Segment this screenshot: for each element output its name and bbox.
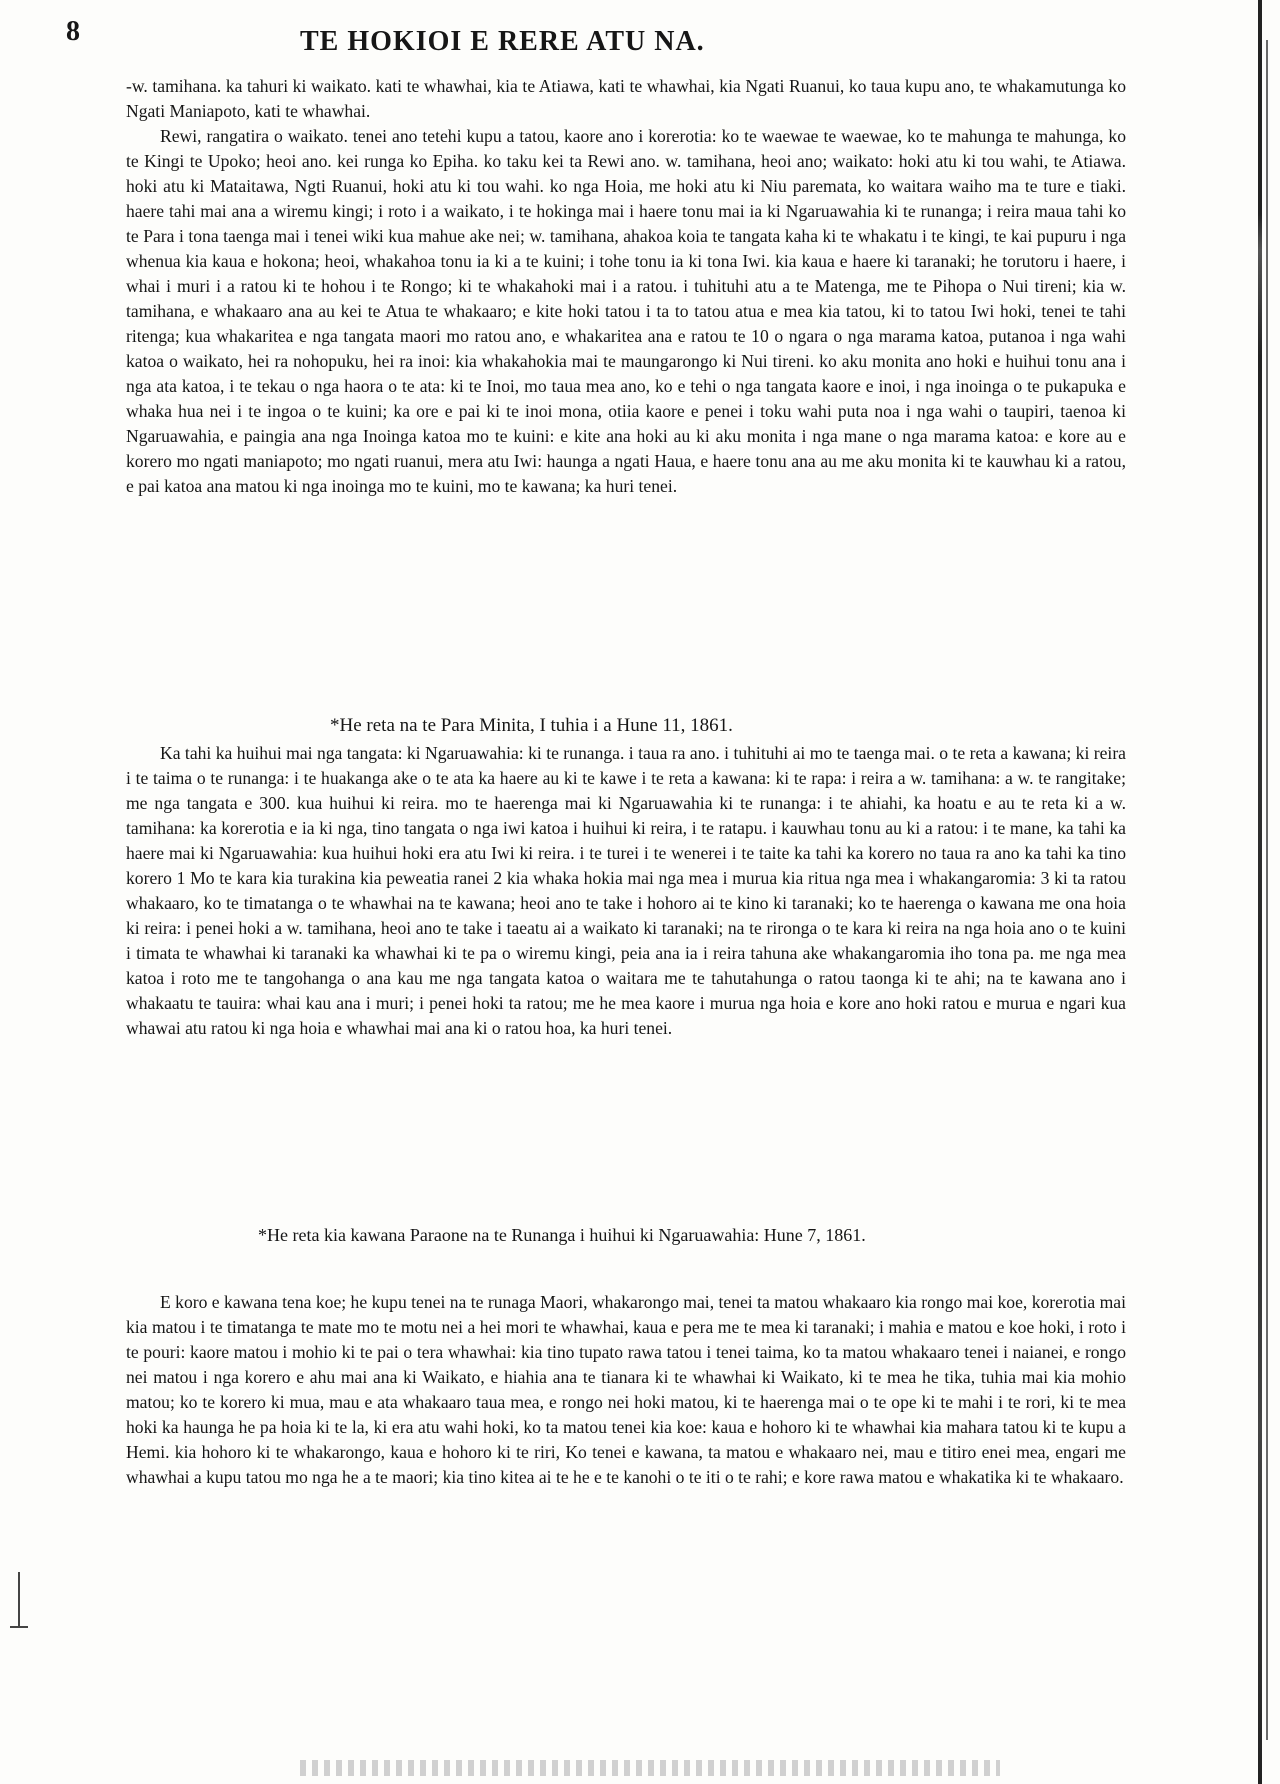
section-3-paragraph: E koro e kawana tena koe; he kupu tenei na te runaga Maori, whakarongo mai, tenei ta matou whakaaro kia rongo mai koe, korerotia mai kia matou i te timatanga te mate mo te motu nei a hei mori te whawhai, kaua e pera me te mea ki taranaki; i mahia e matou e koe hoki, i roto i te pouri: kaore matou i mohio ki te pai o tera whawhai: kia tino tupato rawa tatou i tenei taima, ko ta matou whakaaro tenei i naianei, e rongo nei matou i nga korero e ahu mai ana ki Waikato, e hiahia ana te tianara ki te whawhai ki Waikato, ki te mea he tika, tuhia mai kia mohio matou; ko te korero ki mua, mau e ata whakaaro taua mea, e rongo nei hoki matou, ki te haerenga mai o te ope ki te mahi i te rori, ki te mea hoki ka haunga he pa hoia ki te la, ki era atu wahi hoki, ko ta matou tenei kia koe: kaua e hohoro ki te whawhai kia mahara tatou ki te kupu a Hemi. kia hohoro ki te whakarongo, kaua e hohoro ki te riri, Ko tenei e kawana, ta matou e whakaaro nei, mau e titiro enei mea, engari me whawhai a kupu tatou mo nga he a te maori; kia tino kitea ai te he e te kanohi o te iti o te rahi; e kore rawa matou e whakatika ki te whakaaro. [126,1292,1126,1487]
section-3-heading: *He reta kia kawana Paraone na te Runanga i huihui ki Ngaruawahia: Hune 7, 1861. [258,1225,866,1245]
section-2-heading: *He reta na te Para Minita, I tuhia i a Hune 11, 1861. [330,715,733,736]
left-margin-mark [18,1572,20,1628]
bottom-bleed-through [300,1760,1000,1776]
right-margin-rule-thin [1266,40,1268,1740]
section-3-body [126,1290,1126,1490]
page-number: 8 [66,16,80,47]
right-margin-rule [1258,0,1262,1784]
section-1-paragraph-2: Rewi, rangatira o waikato. tenei ano tetehi kupu a tatou, kaore ano i korerotia: ko te waewae te waewae, ko te mahunga te mahunga, ko te Kingi te Upoko; heoi ano. kei runga ko Epiha. ko taku kei ta Rewi ano. w. tamihana, heoi ano; waikato: hoki atu ki tou wahi, te Atiawa. hoki atu ki Mataitawa, Ngti Ruanui, hoki atu ki tou wahi. ko nga Hoia, me hoki atu ki Niu paremata, ko waitara waiho ma te ture e tiaki. haere tahi mai ana a wiremu kingi; i roto i a waikato, i te hokinga mai i haere tonu mai ia ki Ngaruawahia ki te runanga; i reira maua tahi ko te Para i tona taenga mai i tenei wiki kua mahue ake nei; w. tamihana, ahakoa koia te tangata kaha ki te whakatu i te kingi, te kai pupuru i nga whenua kia kaua e hokona; heoi, whakahoa tonu ia ki a te kuini; i tohe tonu ia ki tona Iwi. kia kaua e haere ki taranaki; he torutoru i haere, i whai i muri i a ratou ki te hohou i te Rongo; ki te whakahoki mai i a ratou. i tuhituhi atu a te Matenga, me te Pihopa o Nui tireni; kia w. tamihana, e whakaaro ana au kei te Atua te whakaaro; e kite hoki tatou i ta to tatou atua e mea kia tatou, ki to tatou Iwi hoki, tenei te tahi ritenga; kua whakaritea e nga tangata maori mo ratou ano, e whakaritea ana e ratou te 10 o ngara o nga marama katoa, putanoa i nga wahi katoa o waikato, hei ra nohopuku, hei ra inoi: kia whakahokia mai te maungarongo ki Nui tireni. ko aku monita ano hoki e huihui tonu ana i nga ata katoa, i te tekau o nga haora o te ata: ki te Inoi, mo taua mea ano, ko e tehi o nga tangata kaore e inoi, i nga inoinga o te pukapuka e whaka hua nei i te ingoa o te kuini; ka ore e pai ki te inoi mona, otiia kaore e penei i toku wahi puta noa i nga wahi o taupiri, taenoa ki Ngaruawahia, e paingia ana nga Inoinga katoa mo te kuini: e kite ana hoki au ki aku monita i nga mane o nga marama katoa: e kore au e korero mo ngati maniapoto; mo ngati ruanui, mera atu Iwi: haunga a ngati Haua, e haere tonu ana au me aku monita ki te kauwhau ki a ratou, e pai katoa ana matou ki nga inoinga mo te kuini, mo te kawana; ka huri tenei. [126,126,1126,496]
section-2-paragraph: Ka tahi ka huihui mai nga tangata: ki Ngaruawahia: ki te runanga. i taua ra ano. i tuhituhi ai mo te taenga mai. o te reta a kawana; ki reira i te taima o te runanga: i te huakanga ake o te ata ka haere au ki te kawe i te reta a kawana: ki te rapa: i reira a w. tamihana: a w. te rangitake; me nga tangata e 300. kua huihui ki reira. mo te haerenga mai ki Ngaruawahia ki te runanga: i te ahiahi, ka hoatu e au te reta ki a w. tamihana: ka korerotia e ia ki nga, tino tangata o nga iwi katoa i huihui ki reira, i te ratapu. i kauwhau tonu au ki a ratou: i te mane, ka tahi ka haere mai ki Ngaruawahia: kua huihui hoki era atu Iwi ki reira. i te turei i te wenerei i te taite ka tahi ka korero no taua ra ano ka tahi ka tino korero 1 Mo te kara kia turakina kia peweatia ranei 2 kia whaka hokia mai nga mea i murua kia ritua nga mea i whakangaromia: 3 ki ta ratou whakaaro, ko te timatanga o te whawhai na te kawana; heoi ano te take i hohoro ai te kino ki taranaki; ko te haerenga o kawana me ona hoia ki reira: i penei hoki a w. tamihana, heoi ano te take i taeatu ai a waikato ki taranaki; na te rironga o te kara ki reira na nga hoia ano o te kuini i timata te whawhai ki taranaki ka whawhai ki te pa o wiremu kingi, peia ana ia i reira tahuna ake whakangaromia iho tona pa. me nga mea katoa i roto me te tangohanga o ana kau me nga tangata katoa o waitara me te tahutahunga o ratou taonga ki te ahi; na te kawana ano i whakaatu te tauira: whai kau ana i muri; i penei hoki ta ratou; me he mea kaore i murua nga hoia e kore ano hoki ratou e murua e ngari kua whawai atu ratou ki nga hoia e whawhai mai ana ki o ratou hoa, ka huri tenei. [126,743,1126,1038]
masthead-title: TE HOKIOI E RERE ATU NA. [300,26,705,57]
section-2-body [126,741,1126,1041]
section-1-body [126,74,1126,499]
left-margin-mark-foot [10,1626,28,1628]
section-1-paragraph-1: -w. tamihana. ka tahuri ki waikato. kati te whawhai, kia te Atiawa, kati te whawhai, kia Ngati Ruanui, ko taua kupu ano, te whakamutunga ko Ngati Maniapoto, kati te whawhai. [126,76,1126,121]
